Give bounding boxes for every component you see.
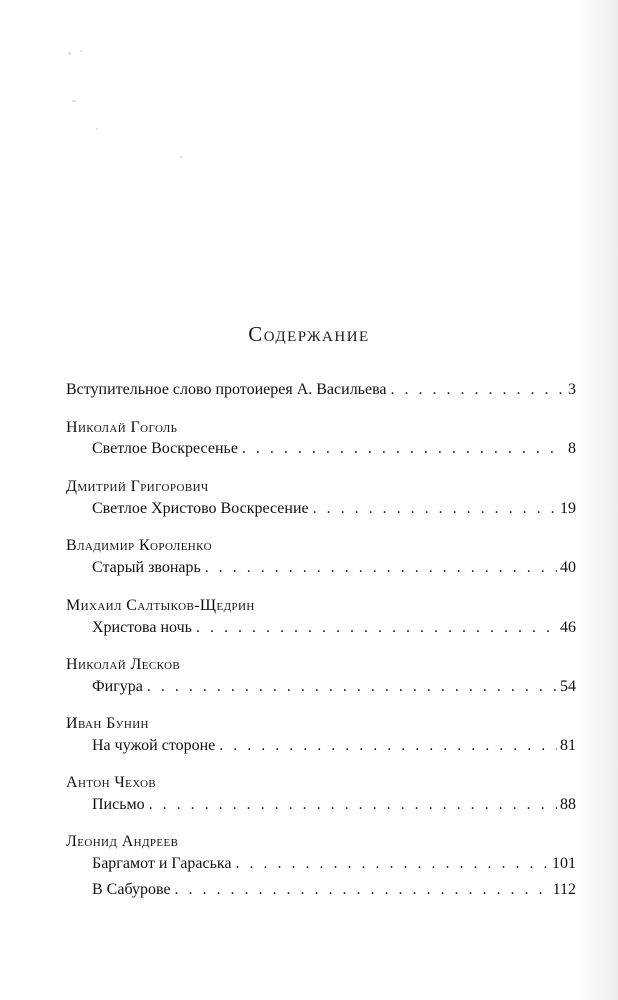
author-name: Михаил Салтыков-Щедрин <box>66 597 255 614</box>
toc-entry[interactable] <box>92 499 576 519</box>
toc-entry-intro[interactable] <box>66 380 576 400</box>
page-number: 112 <box>552 881 576 898</box>
entry-title: Фигура <box>92 678 143 695</box>
author-name: Иван Бунин <box>66 715 149 732</box>
page-number: 40 <box>560 559 576 576</box>
author-name: Владимир Короленко <box>66 537 212 554</box>
dot-leader <box>313 499 557 519</box>
entry-title: Христова ночь <box>92 619 192 636</box>
author-name: Николай Лесков <box>66 656 181 673</box>
entry-title: Письмо <box>92 796 145 813</box>
page-number: 81 <box>560 737 576 754</box>
entry-title: Светлое Христово Воскресение <box>92 500 309 517</box>
author-name: Дмитрий Григорович <box>66 478 209 495</box>
print-speck <box>72 100 76 102</box>
dot-leader <box>175 880 550 900</box>
dot-leader <box>236 854 549 874</box>
contents-heading: Содержание <box>248 322 370 346</box>
dot-leader <box>219 736 557 756</box>
print-speck <box>80 50 82 52</box>
dot-leader <box>196 618 557 638</box>
entry-title: На чужой стороне <box>92 737 216 754</box>
author-name: Николай Гоголь <box>66 419 178 436</box>
toc-entry[interactable] <box>92 854 576 874</box>
entry-title: Старый звонарь <box>92 559 201 576</box>
toc-entry[interactable] <box>92 736 576 756</box>
dot-leader <box>205 558 557 578</box>
print-speck <box>96 128 98 130</box>
toc-entry[interactable] <box>92 439 576 459</box>
entry-title: Баргамот и Гараська <box>92 855 232 872</box>
page-number: 8 <box>568 440 576 457</box>
author-name: Леонид Андреев <box>66 833 179 850</box>
toc-entry[interactable] <box>92 795 576 815</box>
author-name: Антон Чехов <box>66 774 157 791</box>
dot-leader <box>149 795 557 815</box>
toc-entry[interactable] <box>92 677 576 697</box>
page-number: 3 <box>568 381 576 398</box>
print-speck <box>180 156 182 158</box>
toc-entry[interactable] <box>92 618 576 638</box>
page-number: 101 <box>552 855 576 872</box>
page-number: 54 <box>560 678 576 695</box>
dot-leader <box>147 677 557 697</box>
entry-title: В Сабурове <box>92 881 171 898</box>
toc-entry[interactable] <box>92 558 576 578</box>
entry-title: Вступительное слово протоиерея А. Васильева <box>66 381 387 398</box>
page-number: 46 <box>560 619 576 636</box>
dot-leader <box>391 380 565 400</box>
toc-entry[interactable] <box>92 880 576 900</box>
entry-title: Светлое Воскресенье <box>92 440 238 457</box>
print-speck <box>68 52 71 55</box>
page-number: 19 <box>560 500 576 517</box>
page-number: 88 <box>560 796 576 813</box>
dot-leader <box>242 439 565 459</box>
